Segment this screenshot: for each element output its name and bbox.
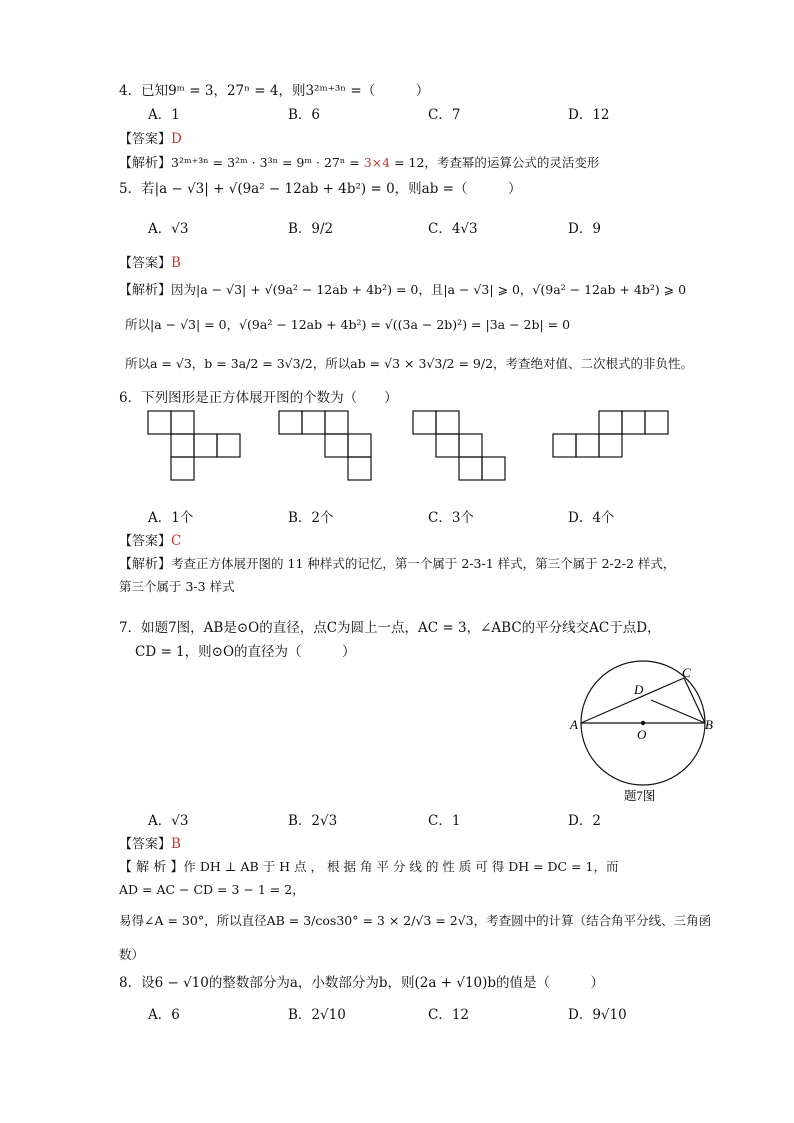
answer-value: B [171,836,181,852]
q6-analysis-line-2: 第三个属于 3-3 样式 [119,579,235,594]
q7-stem-line-2: CD = 1，则⊙O的直径为（ ） [135,644,356,660]
label-c: C [682,665,691,680]
q4-option-b: B．6 [288,107,321,123]
q7-analysis-line-3: 易得∠A = 30°，所以直径AB = 3/cos30° = 3 × 2/√3 = 2√3，考查圆中的计算（结合角平分线、三角函 [119,913,712,928]
center-dot [641,721,645,725]
bisector-bd [651,700,705,723]
q6-option-c: C．3个 [428,510,474,526]
q7-analysis-line-4: 数） [119,947,145,962]
q5-option-d: D．9 [568,221,601,237]
q8-option-c: C．12 [428,1007,470,1023]
q7-option-d: D．2 [568,813,601,829]
q5-option-c: C．4√3 [428,221,478,237]
q8-option-a: A．6 [148,1007,180,1023]
answer-label: 【答案】 [119,837,172,852]
q6-option-d: D．4个 [568,510,615,526]
label-d: D [634,682,644,697]
analysis-label: 【解析】 [119,156,172,171]
q4-option-c: C．7 [428,107,461,123]
answer-value: D [171,131,182,147]
q7-option-c: C．1 [428,813,461,829]
answer-value: B [171,255,181,271]
q7-stem-line-1: 7．如题7图，AB是⊙O的直径，点C为圆上一点，AC = 3，∠ABC的平分线交AC于点D， [119,620,661,636]
q7-option-b: B．2√3 [288,813,338,829]
label-o: O [637,727,647,742]
q5-option-b: B．9/2 [288,221,334,237]
analysis-text: = 12，考查幂的运算公式的灵活变形 [390,155,600,170]
analysis-text: 3²ᵐ⁺³ⁿ = 3²ᵐ · 3³ⁿ = 9ᵐ · 27ⁿ = [171,155,364,170]
chord-ac [581,678,684,723]
analysis-text: 因为|a − √3| + √(9a² − 12ab + 4b²) = 0，且|a − √3| ⩾ 0，√(9a² − 12ab + 4b²) ⩾ 0 [171,282,687,297]
q4-stem: 4．已知9ᵐ = 3，27ⁿ = 4，则3²ᵐ⁺³ⁿ =（ ） [119,83,430,99]
q8-stem: 8．设6 − √10的整数部分为a，小数部分为b，则(2a + √10)b的值是（ ） [119,975,605,991]
q7-option-a: A．√3 [148,813,189,829]
q7-analysis-line-1 [119,858,619,877]
chord-bc [684,678,705,723]
analysis-highlight: 3×4 [363,155,391,170]
label-a: A [570,717,578,732]
q6-option-a: A．1个 [148,510,194,526]
q6-stem: 6．下列图形是正方体展开图的个数为（ ） [119,390,398,406]
answer-value: C [171,533,182,549]
analysis-label: 【解析】 [119,557,172,572]
answer-label: 【答案】 [119,534,172,549]
q8-option-d: D．9√10 [568,1007,627,1023]
figure-caption: 题7图 [624,789,656,803]
q7-analysis-line-2: AD = AC − CD = 3 − 1 = 2， [119,882,305,897]
analysis-label: 【解析】 [119,283,172,298]
analysis-label: 【 解 析 】 [119,860,184,875]
q6-option-b: B．2个 [288,510,334,526]
q5-analysis-line-2: 所以|a − √3| = 0，√(9a² − 12ab + 4b²) = √((3a − 2b)²) = |3a − 2b| = 0 [125,317,571,332]
q4-option-d: D．12 [568,107,610,123]
answer-label: 【答案】 [119,256,172,271]
q4-option-a: A．1 [148,107,180,123]
q5-stem: 5．若|a − √3| + √(9a² − 12ab + 4b²) = 0，则ab =（ ） [119,181,522,197]
q5-option-a: A．√3 [148,221,189,237]
answer-label: 【答案】 [119,132,172,147]
label-b: B [705,717,713,732]
analysis-text: 考查正方体展开图的 11 种样式的记忆，第一个属于 2-3-1 样式，第三个属于 2-2-2 样式， [171,556,676,571]
q8-option-b: B．2√10 [288,1007,346,1023]
analysis-text: 作 DH ⊥ AB 于 H 点 ， 根 据 角 平 分 线 的 性 质 可 得 DH = DC = 1，而 [183,859,619,874]
q7-answer [119,835,181,854]
q5-analysis-line-3: 所以a = √3，b = 3a/2 = 3√3/2，所以ab = √3 × 3√3/2 = 9/2，考查绝对值、二次根式的非负性。 [125,356,694,371]
